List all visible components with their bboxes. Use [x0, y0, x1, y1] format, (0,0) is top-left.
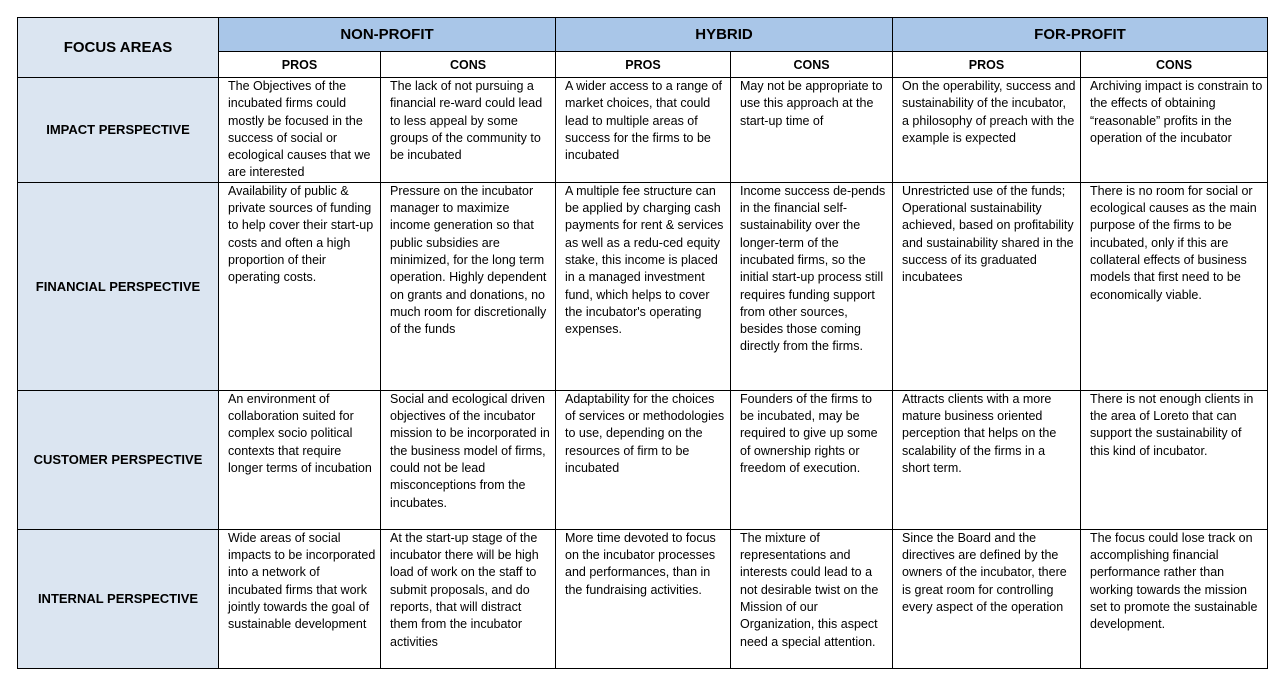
table-cell: Attracts clients with a more mature business oriented perception that helps on the scalability of the firms in a short term. — [893, 390, 1081, 529]
table-row — [18, 78, 1268, 183]
table-row — [18, 390, 1268, 529]
hybrid-pros-header: PROS — [556, 52, 731, 78]
table-cell: The Objectives of the incubated firms could mostly be focused in the success of social or ecological causes that we are interested — [219, 78, 381, 183]
for-profit-pros-header: PROS — [893, 52, 1081, 78]
row-label: INTERNAL PERSPECTIVE — [18, 529, 219, 668]
table-cell: More time devoted to focus on the incubator processes and performances, than in the fundraising activities. — [556, 529, 731, 668]
row-label: IMPACT PERSPECTIVE — [18, 78, 219, 183]
row-label: FINANCIAL PERSPECTIVE — [18, 182, 219, 390]
table-cell: Since the Board and the directives are defined by the owners of the incubator, there is great room for controlling every aspect of the operation — [893, 529, 1081, 668]
for-profit-header: FOR-PROFIT — [893, 18, 1268, 52]
for-profit-cons-header: CONS — [1081, 52, 1268, 78]
table-cell: May not be appropriate to use this approach at the start-up time of — [731, 78, 893, 183]
table-cell: A wider access to a range of market choices, that could lead to multiple areas of success for the firms to be incubated — [556, 78, 731, 183]
table-row — [18, 182, 1268, 390]
table-cell: Pressure on the incubator manager to maximize income generation so that public subsidies are minimized, for the long term operation. Highly dependent on grants and donations, no much room for discretionally of the funds — [381, 182, 556, 390]
hybrid-header: HYBRID — [556, 18, 893, 52]
table-cell: Social and ecological driven objectives of the incubator mission to be incorporated in the business model of firms, could not be lead misconceptions from the incubates. — [381, 390, 556, 529]
table-cell: A multiple fee structure can be applied by charging cash payments for rent & services as well as a redu-ced equity stake, this income is placed in a managed investment fund, which helps to cover the incubator's operating expenses. — [556, 182, 731, 390]
focus-areas-header: FOCUS AREAS — [18, 18, 219, 78]
table-cell: Archiving impact is constrain to the effects of obtaining “reasonable” profits in the operation of the incubator — [1081, 78, 1268, 183]
table-cell: Founders of the firms to be incubated, may be required to give up some of ownership rights or freedom of execution. — [731, 390, 893, 529]
row-label: CUSTOMER PERSPECTIVE — [18, 390, 219, 529]
hybrid-cons-header: CONS — [731, 52, 893, 78]
table-row — [18, 529, 1268, 668]
table-cell: The focus could lose track on accomplishing financial performance rather than working towards the mission set to promote the sustainable development. — [1081, 529, 1268, 668]
focus-areas-table — [17, 17, 1268, 669]
table-cell: There is not enough clients in the area of Loreto that can support the sustainability of this kind of incubator. — [1081, 390, 1268, 529]
table-cell: Availability of public & private sources of funding to help cover their start-up costs and often a high proportion of their operating costs. — [219, 182, 381, 390]
table-cell: An environment of collaboration suited for complex socio political contexts that require longer terms of incubation — [219, 390, 381, 529]
table-cell: Unrestricted use of the funds; Operational sustainability achieved, based on profitability and sustainability shared in the success of its graduated incubatees — [893, 182, 1081, 390]
table-cell: The lack of not pursuing a financial re-ward could lead to less appeal by some groups of the community to be incubated — [381, 78, 556, 183]
table-cell: At the start-up stage of the incubator there will be high load of work on the staff to submit proposals, and do reports, that will distract them from the incubator activities — [381, 529, 556, 668]
table-cell: The mixture of representations and interests could lead to a not desirable twist on the Mission of our Organization, this aspect need a special attention. — [731, 529, 893, 668]
non-profit-header: NON-PROFIT — [219, 18, 556, 52]
non-profit-pros-header: PROS — [219, 52, 381, 78]
non-profit-cons-header: CONS — [381, 52, 556, 78]
table-cell: There is no room for social or ecological causes as the main purpose of the firms to be incubated, only if this are collateral effects of business models that first need to be economically viable. — [1081, 182, 1268, 390]
table-cell: Adaptability for the choices of services or methodologies to use, depending on the resources of firm to be incubated — [556, 390, 731, 529]
header-row — [18, 18, 1268, 52]
table-cell: Wide areas of social impacts to be incorporated into a network of incubated firms that work jointly towards the goal of sustainable development — [219, 529, 381, 668]
table-cell: Income success de-pends in the financial self-sustainability over the longer-term of the incubated firms, so the initial start-up process still requires funding support from other sources, besides those coming directly from the firms. — [731, 182, 893, 390]
table-cell: On the operability, success and sustainability of the incubator, a philosophy of preach with the example is expected — [893, 78, 1081, 183]
